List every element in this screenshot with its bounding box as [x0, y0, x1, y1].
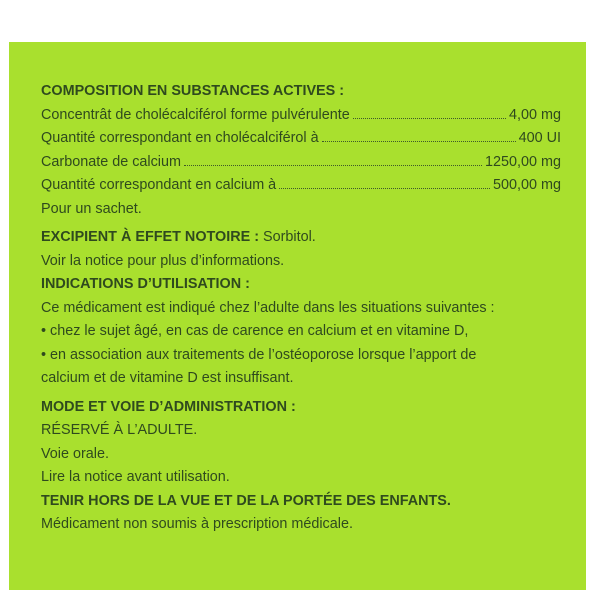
dot-leader — [184, 151, 482, 166]
composition-footer: Pour un sachet. — [41, 200, 142, 217]
composition-row — [41, 174, 561, 198]
composition-row-value: 4,00 mg — [509, 106, 561, 123]
composition-row-value: 500,00 mg — [492, 177, 561, 193]
administration-line: Lire la notice avant utilisation. — [41, 469, 230, 485]
excipient-value: Sorbitol. — [259, 229, 316, 245]
excipient-line — [41, 226, 561, 250]
indications-bullet: • chez le sujet âgé, en cas de carence en calcium et en vitamine D, — [41, 323, 469, 339]
indications-heading: INDICATIONS D’UTILISATION : — [41, 276, 250, 292]
dot-leader — [322, 127, 516, 142]
indications-bullet: • en association aux traitements de l’ostéoporose lorsque l’apport de — [41, 346, 477, 363]
dot-leader — [279, 174, 490, 189]
indications-bullet-continuation: calcium et de vitamine D est insuffisant. — [41, 370, 294, 386]
composition-row-value: 400 UI — [518, 130, 561, 146]
composition-heading: COMPOSITION EN SUBSTANCES ACTIVES : — [41, 83, 345, 99]
composition-row-label: Quantité correspondant en cholécalciférol à — [41, 130, 319, 146]
warning-text: TENIR HORS DE LA VUE ET DE LA PORTÉE DES ENFANTS. — [41, 492, 451, 509]
composition-row — [41, 127, 561, 151]
composition-row-label: Carbonate de calcium — [41, 153, 181, 170]
label-text-block — [41, 80, 561, 537]
composition-row-value: 1250,00 mg — [484, 153, 561, 170]
administration-line: Voie orale. — [41, 445, 110, 462]
excipient-heading: EXCIPIENT À EFFET NOTOIRE : — [41, 229, 260, 245]
prescription-text: Médicament non soumis à prescription médicale. — [41, 516, 353, 532]
package-panel — [9, 42, 586, 590]
administration-heading: MODE ET VOIE D’ADMINISTRATION : — [41, 398, 296, 415]
composition-row-label: Concentrât de cholécalciférol forme pulvérulente — [41, 106, 350, 123]
composition-row — [41, 151, 561, 175]
composition-row-label: Quantité correspondant en calcium à — [41, 177, 277, 193]
dot-leader — [353, 104, 506, 119]
indications-intro: Ce médicament est indiqué chez l’adulte dans les situations suivantes : — [41, 299, 495, 316]
excipient-note: Voir la notice pour plus d’informations. — [41, 252, 285, 269]
administration-line: RÉSERVÉ À L’ADULTE. — [41, 422, 198, 438]
composition-row — [41, 104, 561, 128]
